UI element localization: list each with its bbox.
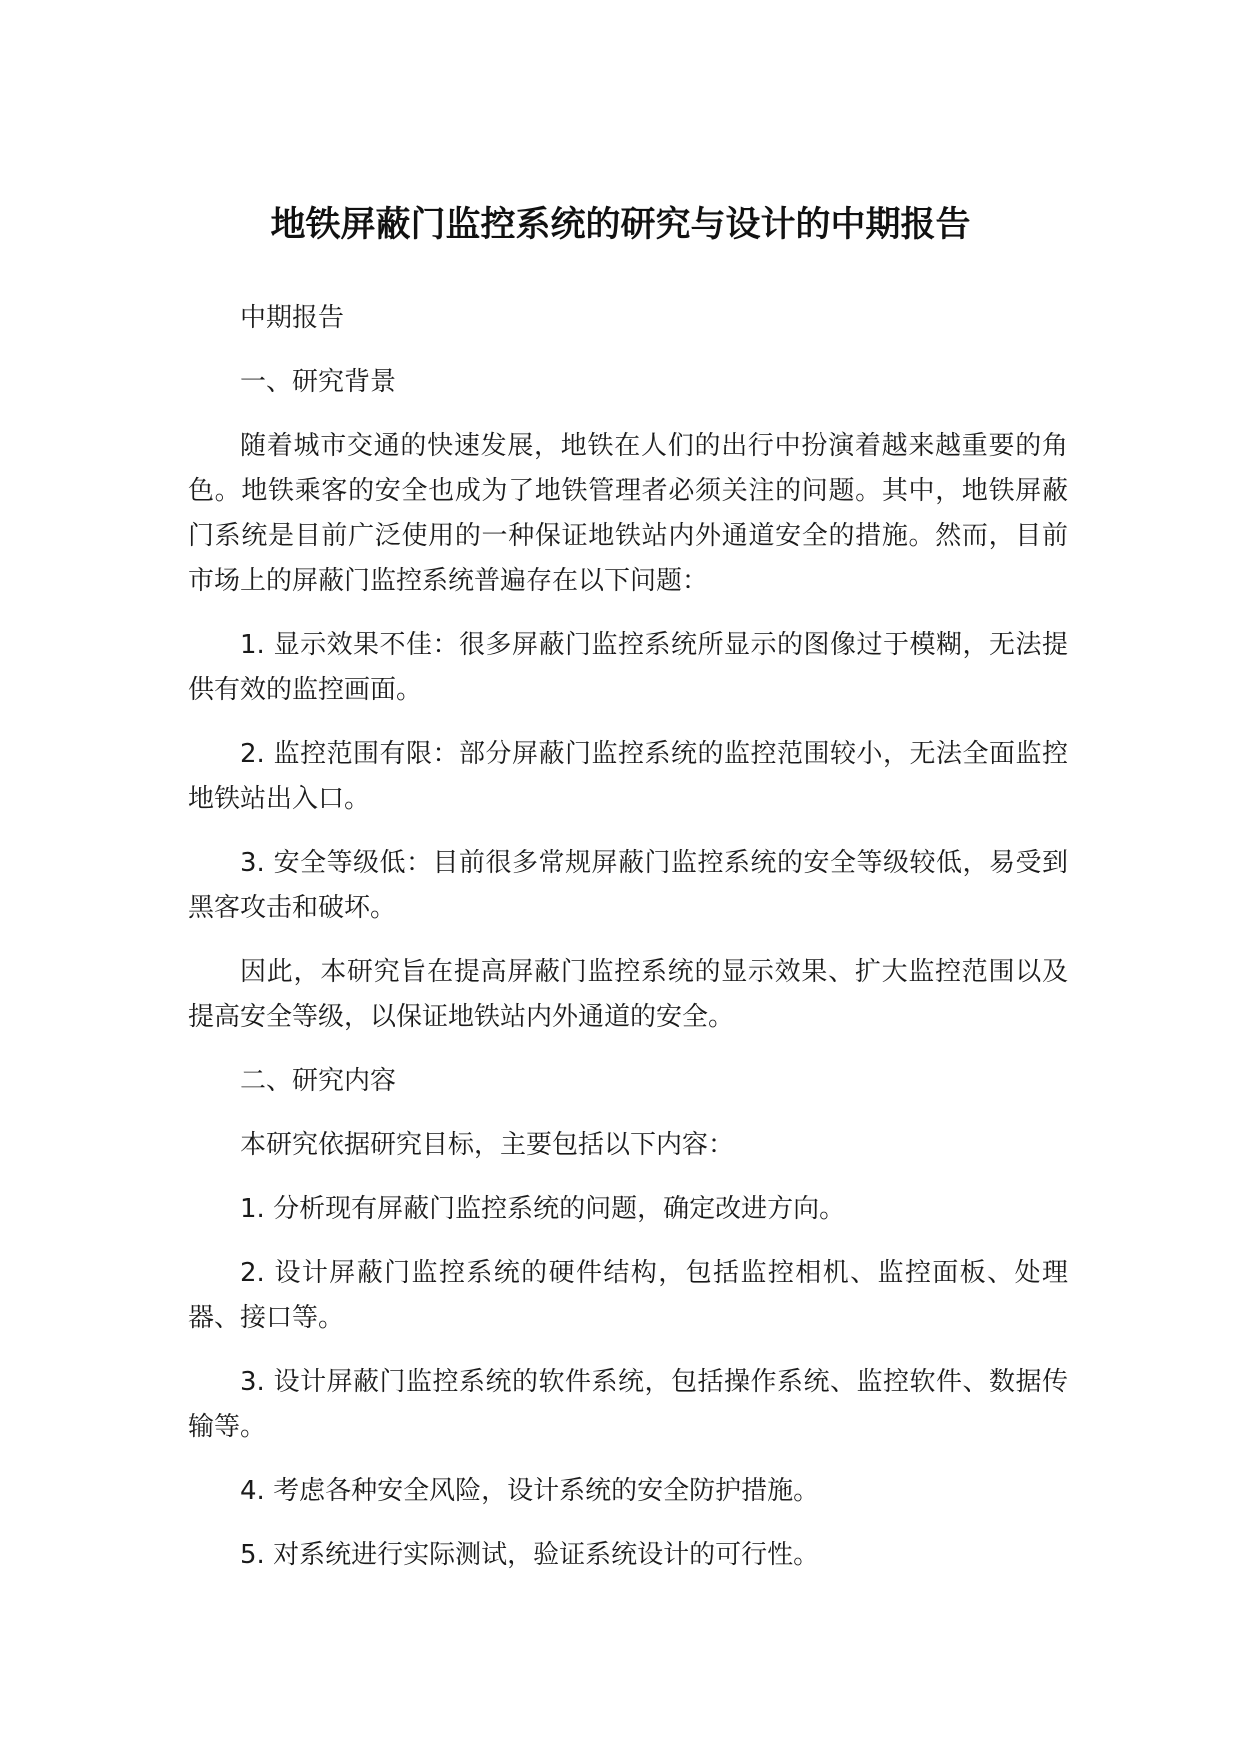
list-item-content-1: 1. 分析现有屏蔽门监控系统的问题，确定改进方向。 xyxy=(240,1194,846,1224)
list-item-problem-3: 3. 安全等级低：目前很多常规屏蔽门监控系统的安全等级较低，易受到黑客攻击和破坏。 xyxy=(188,848,1068,923)
list-item-problem-1: 1. 显示效果不佳：很多屏蔽门监控系统所显示的图像过于模糊，无法提供有效的监控画面。 xyxy=(188,630,1068,705)
paragraph-background-intro: 随着城市交通的快速发展，地铁在人们的出行中扮演着越来越重要的角色。地铁乘客的安全也成为了地铁管理者必须关注的问题。其中，地铁屏蔽门系统是目前广泛使用的一种保证地铁站内外通道安全的措施。然而，目前市场上的屏蔽门监控系统普遍存在以下问题： xyxy=(188,431,1068,596)
paragraph-midterm-report-label: 中期报告 xyxy=(240,303,345,333)
list-item-problem-2: 2. 监控范围有限：部分屏蔽门监控系统的监控范围较小，无法全面监控地铁站出入口。 xyxy=(188,739,1068,814)
paragraph-research-aim: 因此，本研究旨在提高屏蔽门监控系统的显示效果、扩大监控范围以及提高安全等级，以保证地铁站内外通道的安全。 xyxy=(188,957,1068,1032)
document-body xyxy=(188,296,1068,1578)
list-item-content-5: 5. 对系统进行实际测试，验证系统设计的可行性。 xyxy=(240,1540,820,1570)
document-title: 地铁屏蔽门监控系统的研究与设计的中期报告 xyxy=(270,205,971,246)
list-item-content-4: 4. 考虑各种安全风险，设计系统的安全防护措施。 xyxy=(240,1476,820,1506)
section-heading-content: 二、研究内容 xyxy=(240,1066,397,1096)
paragraph-content-intro: 本研究依据研究目标，主要包括以下内容： xyxy=(240,1130,735,1160)
list-item-content-2: 2. 设计屏蔽门监控系统的硬件结构，包括监控相机、监控面板、处理器、接口等。 xyxy=(188,1258,1068,1333)
list-item-content-3: 3. 设计屏蔽门监控系统的软件系统，包括操作系统、监控软件、数据传输等。 xyxy=(188,1367,1068,1442)
section-heading-background: 一、研究背景 xyxy=(240,367,397,397)
